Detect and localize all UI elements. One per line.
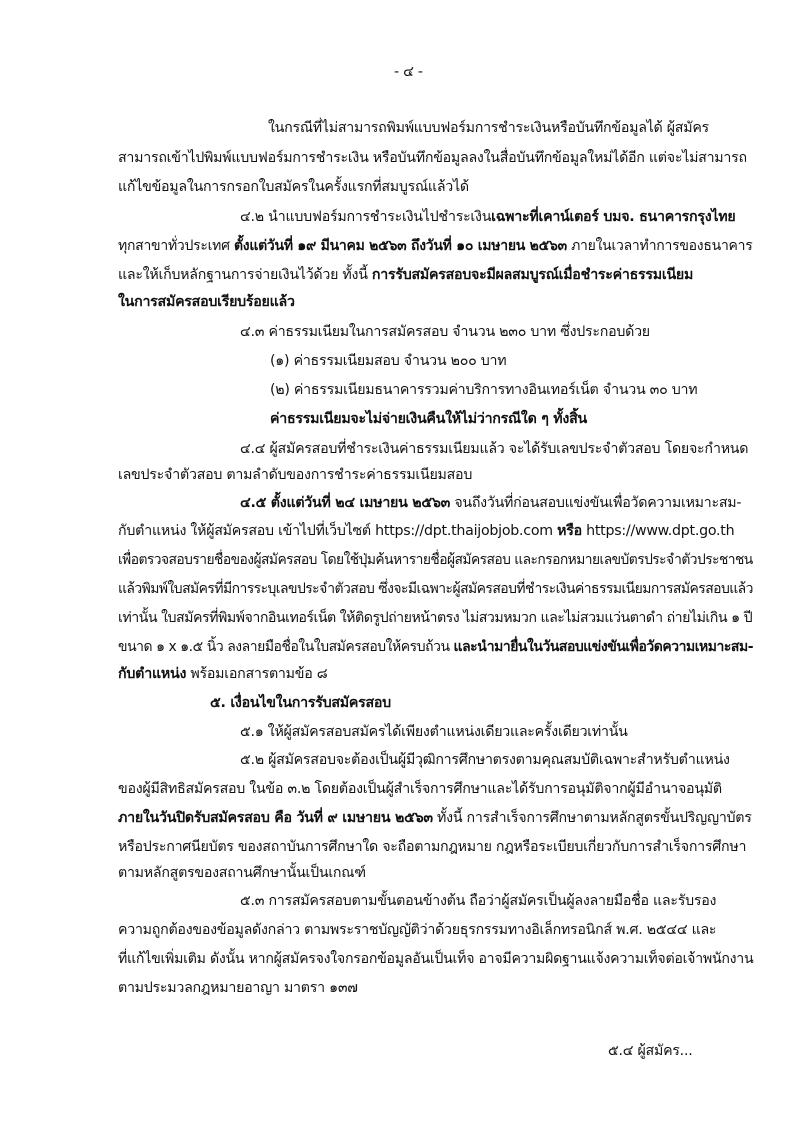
text-run: ๔.๒ นำแบบฟอร์มการชำระเงินไปชำระเงิน [240, 209, 492, 225]
list-item: (๑) ค่าธรรมเนียมสอบ จำนวน ๒๐๐ บาท [270, 353, 507, 369]
paragraph-line [240, 493, 741, 513]
website-link-dpt[interactable]: https://www.dpt.go.th [586, 523, 735, 539]
text-run-bold: เฉพาะที่เคาน์เตอร์ บมจ. ธนาคารกรุงไทย [491, 209, 736, 225]
paragraph-line: ในการสมัครสอบเรียบร้อยแล้ว [118, 294, 295, 310]
paragraph-line: ตามหลักสูตรของสถานศึกษานั้นเป็นเกณฑ์ [118, 865, 366, 881]
paragraph-line: ๕.๑ ให้ผู้สมัครสอบสมัครได้เพียงตำแหน่งเดียวและครั้งเดียวเท่านั้น [240, 724, 628, 740]
paragraph-line [118, 521, 734, 541]
paragraph-line: ตามประมวลกฎหมายอาญา มาตรา ๑๓๗ [118, 980, 358, 996]
text-run-bold: ๔.๕ ตั้งแต่วันที่ ๒๔ เมษายน ๒๕๖๓ [240, 495, 451, 511]
fee-notice: ค่าธรรมเนียมจะไม่จ่ายเงินคืนให้ไม่ว่ากรณีใด ๆ ทั้งสิ้น [270, 411, 587, 427]
text-run-bold: หรือ [557, 523, 582, 539]
continuation-footer: ๕.๔ ผู้สมัคร... [608, 1043, 693, 1059]
paragraph-line: เท่านั้น ใบสมัครที่พิมพ์จากอินเทอร์เน็ต ให้ติดรูปถ่ายหน้าตรง ไม่สวมหมวก และไม่สวมแว่นตาดำ ถ่ายไม่เกิน ๑ ปี [118, 610, 753, 626]
paragraph-line [118, 236, 753, 256]
paragraph-line: ของผู้มีสิทธิสมัครสอบ ในข้อ ๓.๒ โดยต้องเป็นผู้สำเร็จการศึกษาและได้รับการอนุมัติจากผู้มีอำนาจอนุมัติ [118, 781, 722, 797]
paragraph-line [118, 265, 693, 285]
paragraph-line: ๔.๔ ผู้สมัครสอบที่ชำระเงินค่าธรรมเนียมแล้ว จะได้รับเลขประจำตัวสอบ โดยจะกำหนด [240, 441, 749, 457]
paragraph-line [240, 207, 735, 227]
paragraph-line: ในกรณีที่ไม่สามารถพิมพ์แบบฟอร์มการชำระเงินหรือบันทึกข้อมูลได้ ผู้สมัคร [268, 120, 709, 136]
text-run: ทุกสาขาทั่วประเทศ [118, 238, 230, 254]
paragraph-line: หรือประกาศนียบัตร ของสถาบันการศึกษาใด จะถือตามกฎหมาย กฎหรือระเบียบเกี่ยวกับการสำเร็จการศึกษา [118, 839, 747, 855]
paragraph-line [118, 808, 752, 828]
text-run-bold: ภายในวันปิดรับสมัครสอบ คือ วันที่ ๙ เมษายน ๒๕๖๓ [118, 810, 433, 826]
paragraph-line: สามารถเข้าไปพิมพ์แบบฟอร์มการชำระเงิน หรือบันทึกข้อมูลลงในสื่อบันทึกข้อมูลใหม่ได้อีก แต่จะไม่สามารถ [118, 150, 747, 166]
text-run-bold: ตั้งแต่วันที่ ๑๙ มีนาคม ๒๕๖๓ ถึงวันที่ ๑๐ เมษายน ๒๕๖๓ [233, 238, 567, 254]
text-run: และให้เก็บหลักฐานการจ่ายเงินไว้ด้วย ทั้งนี้ [118, 267, 368, 283]
page-number: - ๔ - [394, 64, 423, 80]
text-run-bold: การรับสมัครสอบจะมีผลสมบูรณ์เมื่อชำระค่าธรรมเนียม [371, 267, 694, 283]
text-run-bold: และนำมายื่นในวันสอบแข่งขันเพื่อวัดความเหมาะสม- [453, 639, 754, 655]
paragraph-line: ๕.๓ การสมัครสอบตามขั้นตอนข้างต้น ถือว่าผู้สมัครเป็นผู้ลงลายมือชื่อ และรับรอง [240, 893, 717, 909]
paragraph-line: แก้ไขข้อมูลในการกรอกใบสมัครในครั้งแรกที่สมบูรณ์แล้วได้ [118, 179, 469, 195]
text-run: จนถึงวันที่ก่อนสอบแข่งขันเพื่อวัดความเหมาะสม- [454, 495, 742, 511]
text-run-bold: กับตำแหน่ง [118, 666, 187, 682]
list-item: (๒) ค่าธรรมเนียมธนาคารรวมค่าบริการทางอินเทอร์เน็ต จำนวน ๓๐ บาท [270, 382, 698, 398]
paragraph-line [118, 664, 327, 684]
text-run: ทั้งนี้ การสำเร็จการศึกษาตามหลักสูตรขั้นปริญญาบัตร [437, 810, 752, 826]
website-link-thaijobjob[interactable]: กับตำแหน่ง ให้ผู้สมัครสอบ เข้าไปที่เว็บไซต์ https://dpt.thaijobjob.com [118, 523, 553, 539]
section-heading: ๕. เงื่อนไขในการรับสมัครสอบ [210, 695, 391, 711]
paragraph-line: ๔.๓ ค่าธรรมเนียมในการสมัครสอบ จำนวน ๒๓๐ บาท ซึ่งประกอบด้วย [240, 324, 650, 340]
paragraph-line: เพื่อตรวจสอบรายชื่อของผู้สมัครสอบ โดยใช้ปุ่มค้นหารายชื่อผู้สมัครสอบ และกรอกหมายเลขบัตรประจำตัวประชาชน [118, 552, 753, 568]
paragraph-line: ๕.๒ ผู้สมัครสอบจะต้องเป็นผู้มีวุฒิการศึกษาตรงตามคุณสมบัติเฉพาะสำหรับตำแหน่ง [240, 752, 730, 768]
paragraph-line: เลขประจำตัวสอบ ตามลำดับของการชำระค่าธรรมเนียมสอบ [118, 467, 473, 483]
paragraph-line: ความถูกต้องของข้อมูลดังกล่าว ตามพระราชบัญญัติว่าด้วยธุรกรรมทางอิเล็กทรอนิกส์ พ.ศ. ๒๕๔๔ และ [118, 922, 717, 938]
text-run: พร้อมเอกสารตามข้อ ๘ [190, 666, 328, 682]
text-run: ขนาด ๑ x ๑.๕ นิ้ว ลงลายมือชื่อในใบสมัครสอบให้ครบถ้วน [118, 639, 450, 655]
paragraph-line: แล้วพิมพ์ใบสมัครที่มีการระบุเลขประจำตัวสอบ ซึ่งจะมีเฉพาะผู้สมัครสอบที่ชำระเงินค่าธรรมเนียมการสมัครสอบแล้ว [118, 581, 753, 597]
paragraph-line: ที่แก้ไขเพิ่มเติม ดังนั้น หากผู้สมัครจงใจกรอกข้อมูลอันเป็นเท็จ อาจมีความผิดฐานแจ้งความเท็จต่อเจ้าพนักงาน [118, 951, 754, 967]
paragraph-line [118, 637, 753, 657]
text-run: ภายในเวลาทำการของธนาคาร [571, 238, 753, 254]
